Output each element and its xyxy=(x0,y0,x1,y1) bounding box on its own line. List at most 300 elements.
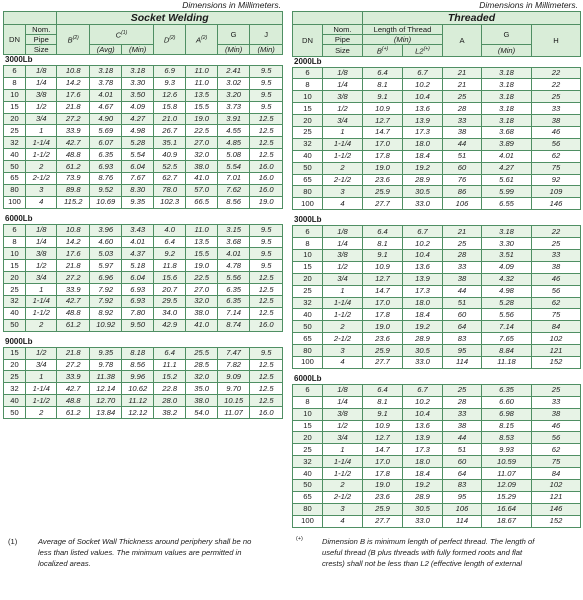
table-cell: 15 xyxy=(4,260,26,272)
table-cell: 56 xyxy=(532,285,581,297)
table-cell: 25 xyxy=(293,126,323,138)
threaded-panel xyxy=(292,0,580,533)
table-cell: 8 xyxy=(4,77,26,89)
table-row xyxy=(4,359,283,371)
table-cell: 2 xyxy=(323,162,363,174)
table-cell: 146 xyxy=(532,503,581,515)
table-cell: 40 xyxy=(4,395,26,407)
table-cell: 4.0 xyxy=(153,224,186,236)
table-cell: 8.15 xyxy=(482,420,532,432)
table-cell: 33 xyxy=(443,115,482,127)
table-cell: 46 xyxy=(532,420,581,432)
table-cell: 95 xyxy=(443,345,482,357)
table-cell: 12.7 xyxy=(363,432,403,444)
table-cell: 9.5 xyxy=(250,224,283,236)
footnote-right xyxy=(296,536,580,596)
table-cell: 3.91 xyxy=(217,113,250,125)
table-row xyxy=(293,384,581,396)
table-cell: 25 xyxy=(443,384,482,396)
table-cell: 62.7 xyxy=(153,173,186,185)
table-cell: 6.7 xyxy=(403,226,443,238)
table-cell: 4 xyxy=(323,198,363,210)
table-cell: 6.7 xyxy=(403,67,443,79)
table-cell: 16.0 xyxy=(250,161,283,173)
table-cell: 38.2 xyxy=(153,407,186,419)
table-cell: 4.85 xyxy=(217,137,250,149)
table-cell: 8.1 xyxy=(363,79,403,91)
table-row xyxy=(4,137,283,149)
table-cell: 10.9 xyxy=(363,261,403,273)
table-cell: 3.89 xyxy=(482,138,532,150)
footnote-line: Dimension B is minimum length of perfect thread. The length of xyxy=(322,537,535,546)
table-cell: 4.60 xyxy=(89,236,122,248)
table-row xyxy=(293,67,581,79)
table-row xyxy=(293,238,581,250)
table-cell: 6.7 xyxy=(403,384,443,396)
table-row xyxy=(4,161,283,173)
table-cell: 4 xyxy=(323,515,363,527)
table-cell: 3/4 xyxy=(323,432,363,444)
table-cell: 3.78 xyxy=(89,77,122,89)
table-cell: 18.4 xyxy=(403,468,443,480)
col-header-pipe: Pipe xyxy=(323,35,363,45)
table-row xyxy=(4,125,283,137)
pressure-class-label: 2000Lb xyxy=(294,56,322,66)
threaded-table xyxy=(292,11,581,57)
table-cell: 3.18 xyxy=(482,79,532,91)
table-cell: 10.9 xyxy=(363,420,403,432)
table-cell: 25.5 xyxy=(186,347,217,359)
table-cell: 1-1/2 xyxy=(26,307,57,319)
table-row xyxy=(293,285,581,297)
table-cell: 5.69 xyxy=(89,125,122,137)
table-cell: 1 xyxy=(323,285,363,297)
table-cell: 61.2 xyxy=(57,319,90,331)
table-cell: 6.4 xyxy=(153,236,186,248)
table-cell: 102 xyxy=(532,333,581,345)
table-cell: 6.35 xyxy=(89,149,122,161)
table-cell: 3.15 xyxy=(217,224,250,236)
table-cell: 19.0 xyxy=(363,480,403,492)
table-cell: 15 xyxy=(293,103,323,115)
table-cell: 27.7 xyxy=(363,198,403,210)
table-cell: 1/4 xyxy=(26,77,57,89)
table-row xyxy=(4,371,283,383)
table-cell: 28.9 xyxy=(403,174,443,186)
table-cell: 16.0 xyxy=(250,319,283,331)
col-header-l2: L2(+) xyxy=(403,45,443,57)
table-cell: 3.18 xyxy=(482,91,532,103)
table-cell: 40 xyxy=(293,150,323,162)
col-header-d: $D^{(2)}$ xyxy=(153,25,186,55)
table-cell: 4.55 xyxy=(217,125,250,137)
table-cell: 3.68 xyxy=(217,236,250,248)
pressure-class-label: 3000Lb xyxy=(5,55,33,64)
table-cell: 3/4 xyxy=(323,273,363,285)
table-cell: 1-1/4 xyxy=(26,137,57,149)
table-cell: 19.2 xyxy=(403,162,443,174)
col-header-j-min: (Min) xyxy=(250,45,283,55)
table-cell: 44 xyxy=(443,432,482,444)
table-cell: 21.0 xyxy=(153,113,186,125)
table-cell: 146 xyxy=(532,198,581,210)
table-cell: 1/4 xyxy=(26,236,57,248)
table-cell: 6.35 xyxy=(217,296,250,308)
table-cell: 2.41 xyxy=(217,66,250,78)
dimensions-note: Dimensions in Millimeters. xyxy=(182,0,281,10)
table-cell: 44 xyxy=(443,285,482,297)
table-cell: 29.5 xyxy=(153,296,186,308)
table-cell: 3.73 xyxy=(217,101,250,113)
table-cell: 3.50 xyxy=(122,89,153,101)
col-header-c-min: (Min) xyxy=(122,45,153,55)
table-cell: 1 xyxy=(26,371,57,383)
dimensions-note: Dimensions in Millimeters. xyxy=(479,0,578,10)
table-row xyxy=(293,503,581,515)
table-cell: 3/4 xyxy=(26,359,57,371)
table-cell: 38 xyxy=(443,126,482,138)
table-cell: 80 xyxy=(4,184,26,196)
pressure-class-label: 3000Lb xyxy=(294,215,322,225)
table-cell: 46 xyxy=(532,126,581,138)
table-cell: 40 xyxy=(4,307,26,319)
table-cell: 9.96 xyxy=(122,371,153,383)
table-cell: 1-1/4 xyxy=(323,456,363,468)
table-cell: 33.0 xyxy=(403,515,443,527)
table-cell: 28.0 xyxy=(153,395,186,407)
table-cell: 3.30 xyxy=(482,238,532,250)
table-cell: 9.3 xyxy=(153,77,186,89)
table-cell: 11.38 xyxy=(89,371,122,383)
table-row xyxy=(4,347,283,359)
table-cell: 40 xyxy=(293,309,323,321)
table-cell: 16.0 xyxy=(250,184,283,196)
table-cell: 9.35 xyxy=(89,347,122,359)
table-cell: 22 xyxy=(532,226,581,238)
table-cell: 4.32 xyxy=(482,273,532,285)
table-cell: 1 xyxy=(26,284,57,296)
table-cell: 21.8 xyxy=(57,260,90,272)
table-row xyxy=(4,184,283,196)
table-cell: 25 xyxy=(443,238,482,250)
table-cell: 6.4 xyxy=(363,384,403,396)
table-cell: 100 xyxy=(4,196,26,208)
table-cell: 4.78 xyxy=(217,260,250,272)
table-cell: 12.5 xyxy=(250,137,283,149)
table-cell: 100 xyxy=(293,198,323,210)
table-cell: 1/8 xyxy=(26,66,57,78)
col-header-pipe: Pipe xyxy=(26,35,57,45)
table-cell: 9.52 xyxy=(89,184,122,196)
table-cell: 38 xyxy=(443,273,482,285)
table-cell: 11.0 xyxy=(186,77,217,89)
table-cell: 80 xyxy=(293,186,323,198)
table-row xyxy=(293,250,581,262)
table-cell: 6.93 xyxy=(89,161,122,173)
table-cell: 28.9 xyxy=(403,491,443,503)
table-cell: 9.78 xyxy=(89,359,122,371)
table-cell: 4.90 xyxy=(89,113,122,125)
table-cell: 3.96 xyxy=(89,224,122,236)
table-cell: 26.7 xyxy=(153,125,186,137)
table-cell: 75 xyxy=(532,162,581,174)
table-cell: 17.6 xyxy=(57,248,90,260)
table-cell: 19.0 xyxy=(363,162,403,174)
table-cell: 21 xyxy=(443,79,482,91)
table-cell: 25 xyxy=(293,285,323,297)
table-cell: 2 xyxy=(26,407,57,419)
table-cell: 1/8 xyxy=(26,224,57,236)
table-cell: 11.8 xyxy=(153,260,186,272)
table-cell: 9.50 xyxy=(122,319,153,331)
table-cell: 5.54 xyxy=(122,149,153,161)
table-cell: 8.76 xyxy=(89,173,122,185)
table-cell: 54.0 xyxy=(186,407,217,419)
table-cell: 4.98 xyxy=(122,125,153,137)
table-cell: 1/4 xyxy=(323,238,363,250)
table-cell: 7.82 xyxy=(217,359,250,371)
table-cell: 8.84 xyxy=(482,345,532,357)
pressure-class-table xyxy=(3,65,283,209)
table-cell: 42.7 xyxy=(57,296,90,308)
table-cell: 25.9 xyxy=(363,503,403,515)
table-cell: 2 xyxy=(26,161,57,173)
table-cell: 23.6 xyxy=(363,174,403,186)
table-cell: 12.5 xyxy=(250,296,283,308)
table-cell: 3/4 xyxy=(26,272,57,284)
table-cell: 23.6 xyxy=(363,491,403,503)
table-cell: 13.6 xyxy=(403,103,443,115)
table-cell: 75 xyxy=(532,456,581,468)
footnote-line: less than listed values. The minimum values are permitted in xyxy=(38,548,242,557)
table-cell: 4.98 xyxy=(482,285,532,297)
col-header-j: J xyxy=(250,25,283,45)
table-cell: 5.99 xyxy=(482,186,532,198)
table-cell: 121 xyxy=(532,491,581,503)
table-cell: 4.37 xyxy=(122,248,153,260)
table-cell: 10.8 xyxy=(57,66,90,78)
table-cell: 3.18 xyxy=(482,67,532,79)
table-row xyxy=(4,236,283,248)
table-cell: 6.35 xyxy=(217,284,250,296)
table-cell: 25 xyxy=(4,371,26,383)
table-cell: 9.1 xyxy=(363,250,403,262)
col-header-dn: DN xyxy=(4,25,26,55)
table-cell: 42.7 xyxy=(57,137,90,149)
table-cell: 13.6 xyxy=(403,261,443,273)
table-cell: 12.5 xyxy=(250,307,283,319)
table-cell: 6 xyxy=(293,67,323,79)
table-cell: 10.92 xyxy=(89,319,122,331)
table-cell: 20.7 xyxy=(153,284,186,296)
table-cell: 17.3 xyxy=(403,126,443,138)
table-cell: 13.5 xyxy=(186,236,217,248)
table-cell: 4.01 xyxy=(122,236,153,248)
table-cell: 7.80 xyxy=(122,307,153,319)
table-row xyxy=(293,162,581,174)
table-cell: 61.2 xyxy=(57,161,90,173)
table-cell: 64 xyxy=(443,468,482,480)
table-cell: 12.5 xyxy=(250,383,283,395)
table-cell: 18.0 xyxy=(403,456,443,468)
table-cell: 14.2 xyxy=(57,236,90,248)
table-row xyxy=(293,126,581,138)
table-cell: 1 xyxy=(323,444,363,456)
table-cell: 1/2 xyxy=(323,261,363,273)
table-cell: 1-1/2 xyxy=(323,468,363,480)
table-cell: 46 xyxy=(532,273,581,285)
table-cell: 8 xyxy=(4,236,26,248)
table-cell: 5.56 xyxy=(217,272,250,284)
table-cell: 14.7 xyxy=(363,444,403,456)
table-cell: 18.4 xyxy=(403,150,443,162)
table-cell: 9.35 xyxy=(122,196,153,208)
table-cell: 3.02 xyxy=(217,77,250,89)
table-cell: 33 xyxy=(443,408,482,420)
table-cell: 6.35 xyxy=(482,384,532,396)
table-cell: 17.3 xyxy=(403,444,443,456)
table-cell: 95 xyxy=(443,491,482,503)
table-cell: 33 xyxy=(532,250,581,262)
table-cell: 3.18 xyxy=(482,115,532,127)
table-cell: 48.8 xyxy=(57,307,90,319)
table-cell: 1/2 xyxy=(26,347,57,359)
table-cell: 5.56 xyxy=(482,309,532,321)
table-cell: 38.0 xyxy=(186,307,217,319)
table-cell: 1/8 xyxy=(323,226,363,238)
table-cell: 50 xyxy=(4,319,26,331)
table-cell: 51 xyxy=(443,444,482,456)
table-cell: 1/8 xyxy=(323,384,363,396)
table-cell: 9.5 xyxy=(250,101,283,113)
col-header-thread-min: (Min) xyxy=(363,35,443,45)
table-cell: 10.59 xyxy=(482,456,532,468)
table-cell: 33.0 xyxy=(403,357,443,369)
table-cell: 2 xyxy=(26,319,57,331)
table-cell: 27.0 xyxy=(186,284,217,296)
table-cell: 65 xyxy=(293,333,323,345)
table-cell: 35.1 xyxy=(153,137,186,149)
table-cell: 22 xyxy=(532,79,581,91)
table-cell: 4 xyxy=(26,196,57,208)
table-cell: 5.61 xyxy=(482,174,532,186)
table-cell: 12.7 xyxy=(363,115,403,127)
table-cell: 2 xyxy=(323,480,363,492)
table-cell: 27.7 xyxy=(363,515,403,527)
table-cell: 114 xyxy=(443,515,482,527)
table-cell: 4.27 xyxy=(122,113,153,125)
pressure-class-table xyxy=(292,384,581,528)
table-cell: 9.5 xyxy=(250,248,283,260)
table-cell: 56 xyxy=(532,138,581,150)
table-cell: 15.5 xyxy=(186,248,217,260)
table-cell: 11.0 xyxy=(186,224,217,236)
table-cell: 8.1 xyxy=(363,238,403,250)
table-cell: 17.0 xyxy=(363,138,403,150)
table-cell: 56 xyxy=(532,432,581,444)
table-cell: 15.6 xyxy=(153,272,186,284)
table-cell: 3/8 xyxy=(26,89,57,101)
table-cell: 5.03 xyxy=(89,248,122,260)
table-row xyxy=(293,198,581,210)
table-cell: 4.09 xyxy=(122,101,153,113)
socket-welding-panel xyxy=(3,0,283,424)
table-cell: 57.0 xyxy=(186,184,217,196)
table-cell: 6 xyxy=(4,66,26,78)
col-header-nom: Nom. xyxy=(323,25,363,35)
table-row xyxy=(293,408,581,420)
table-cell: 17.0 xyxy=(363,297,403,309)
table-cell: 32.0 xyxy=(186,149,217,161)
table-cell: 21 xyxy=(443,226,482,238)
table-row xyxy=(293,174,581,186)
table-cell: 84 xyxy=(532,321,581,333)
table-cell: 12.6 xyxy=(153,89,186,101)
table-cell: 64 xyxy=(443,321,482,333)
table-cell: 32 xyxy=(293,456,323,468)
table-cell: 10.15 xyxy=(217,395,250,407)
table-cell: 10.9 xyxy=(363,103,403,115)
table-row xyxy=(293,261,581,273)
table-cell: 109 xyxy=(532,186,581,198)
table-cell: 14.7 xyxy=(363,126,403,138)
table-cell: 25 xyxy=(293,444,323,456)
table-cell: 61.2 xyxy=(57,407,90,419)
table-row xyxy=(293,480,581,492)
table-row xyxy=(293,309,581,321)
table-row xyxy=(293,115,581,127)
table-row xyxy=(293,444,581,456)
socket-welding-table xyxy=(3,11,283,55)
table-cell: 100 xyxy=(293,357,323,369)
table-cell: 6.60 xyxy=(482,396,532,408)
table-cell: 33 xyxy=(443,261,482,273)
table-row xyxy=(4,284,283,296)
table-cell: 40 xyxy=(293,468,323,480)
table-cell: 38 xyxy=(443,420,482,432)
table-cell: 25 xyxy=(532,384,581,396)
table-row xyxy=(293,297,581,309)
pressure-class-label: 9000Lb xyxy=(5,336,33,346)
table-cell: 9.5 xyxy=(250,347,283,359)
table-cell: 21 xyxy=(443,67,482,79)
table-cell: 30.5 xyxy=(403,503,443,515)
table-cell: 6.93 xyxy=(122,296,153,308)
table-cell: 5.28 xyxy=(482,297,532,309)
table-cell: 17.8 xyxy=(363,150,403,162)
table-cell: 32.0 xyxy=(186,296,217,308)
pressure-class-table xyxy=(3,347,283,419)
table-cell: 121 xyxy=(532,345,581,357)
table-row xyxy=(293,103,581,115)
table-cell: 8.56 xyxy=(122,359,153,371)
table-cell: 28.9 xyxy=(403,333,443,345)
table-cell: 38 xyxy=(532,115,581,127)
table-cell: 10.69 xyxy=(89,196,122,208)
table-cell: 20 xyxy=(293,115,323,127)
table-row xyxy=(4,407,283,419)
table-cell: 7.67 xyxy=(122,173,153,185)
table-cell: 6.98 xyxy=(482,408,532,420)
table-cell: 19.0 xyxy=(186,113,217,125)
table-cell: 38 xyxy=(532,408,581,420)
table-cell: 1-1/2 xyxy=(323,309,363,321)
table-cell: 6 xyxy=(293,384,323,396)
table-cell: 42.9 xyxy=(153,319,186,331)
table-cell: 15 xyxy=(293,420,323,432)
table-row xyxy=(293,150,581,162)
footnote-line: useful thread (B plus threads with fully formed roots and flat xyxy=(322,548,523,557)
